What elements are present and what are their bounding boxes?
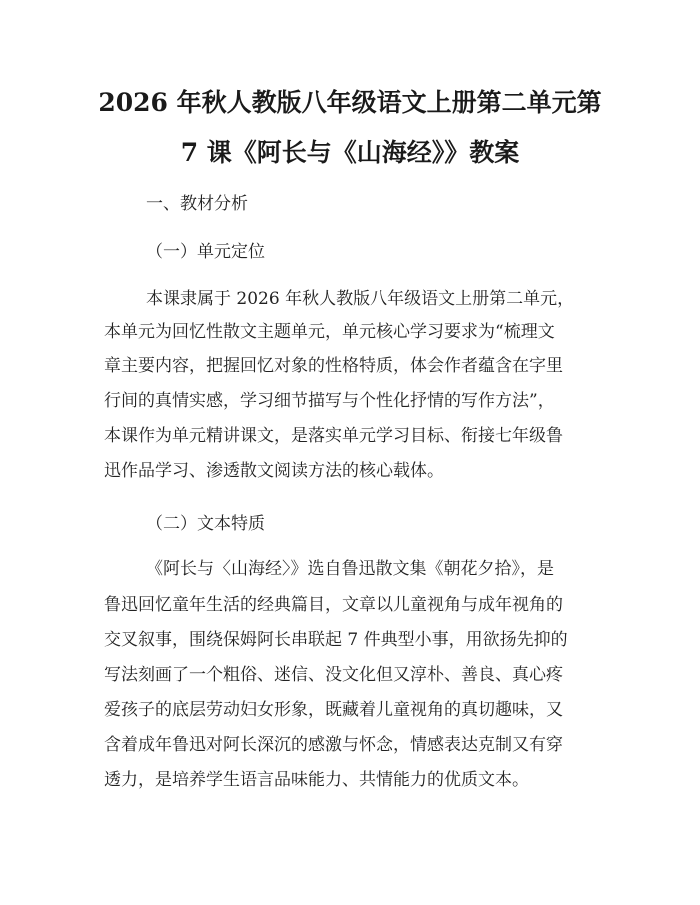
paragraph-line: 迅作品学习、渗透散文阅读方法的核心载体。 [104,461,444,481]
paragraph-line: 本课隶属于 2026 年秋人教版八年级语文上册第二单元， [146,289,575,309]
subsection-heading-text-characteristics: （二）文本特质 [146,514,265,534]
paragraph-line: 写法刻画了一个粗俗、迷信、没文化但又淳朴、善良、真心疼 [104,665,563,685]
paragraph-line: 《阿长与〈山海经〉》选自鲁迅散文集《朝花夕拾》，是 [146,559,554,579]
paragraph-line: 爱孩子的底层劳动妇女形象，既藏着儿童视角的真切趣味，又 [104,700,563,720]
document-title-line-2: 7 课《阿长与《山海经》》教案 [180,138,520,167]
paragraph-line: 交叉叙事，围绕保姆阿长串联起 7 件典型小事，用欲扬先抑的 [104,630,568,650]
paragraph-line: 含着成年鲁迅对阿长深沉的感激与怀念，情感表达克制又有穿 [104,735,563,755]
paragraph-line: 透力，是培养学生语言品味能力、共情能力的优质文本。 [104,770,529,790]
section-heading-textbook-analysis: 一、教材分析 [146,194,248,214]
subsection-heading-unit-positioning: （一）单元定位 [146,242,265,262]
paragraph-line: 行间的真情实感，学习细节描写与个性化抒情的写作方法”， [104,391,555,411]
paragraph-line: 鲁迅回忆童年生活的经典篇目，文章以儿童视角与成年视角的 [104,595,563,615]
paragraph-line: 本单元为回忆性散文主题单元，单元核心学习要求为“梳理文 [104,322,555,342]
paragraph-line: 章主要内容，把握回忆对象的性格特质，体会作者蕴含在字里 [104,356,563,376]
document-title-line-1: 2026 年秋人教版八年级语文上册第二单元第 [98,88,602,117]
paragraph-line: 本课作为单元精讲课文，是落实单元学习目标、衔接七年级鲁 [104,426,563,446]
